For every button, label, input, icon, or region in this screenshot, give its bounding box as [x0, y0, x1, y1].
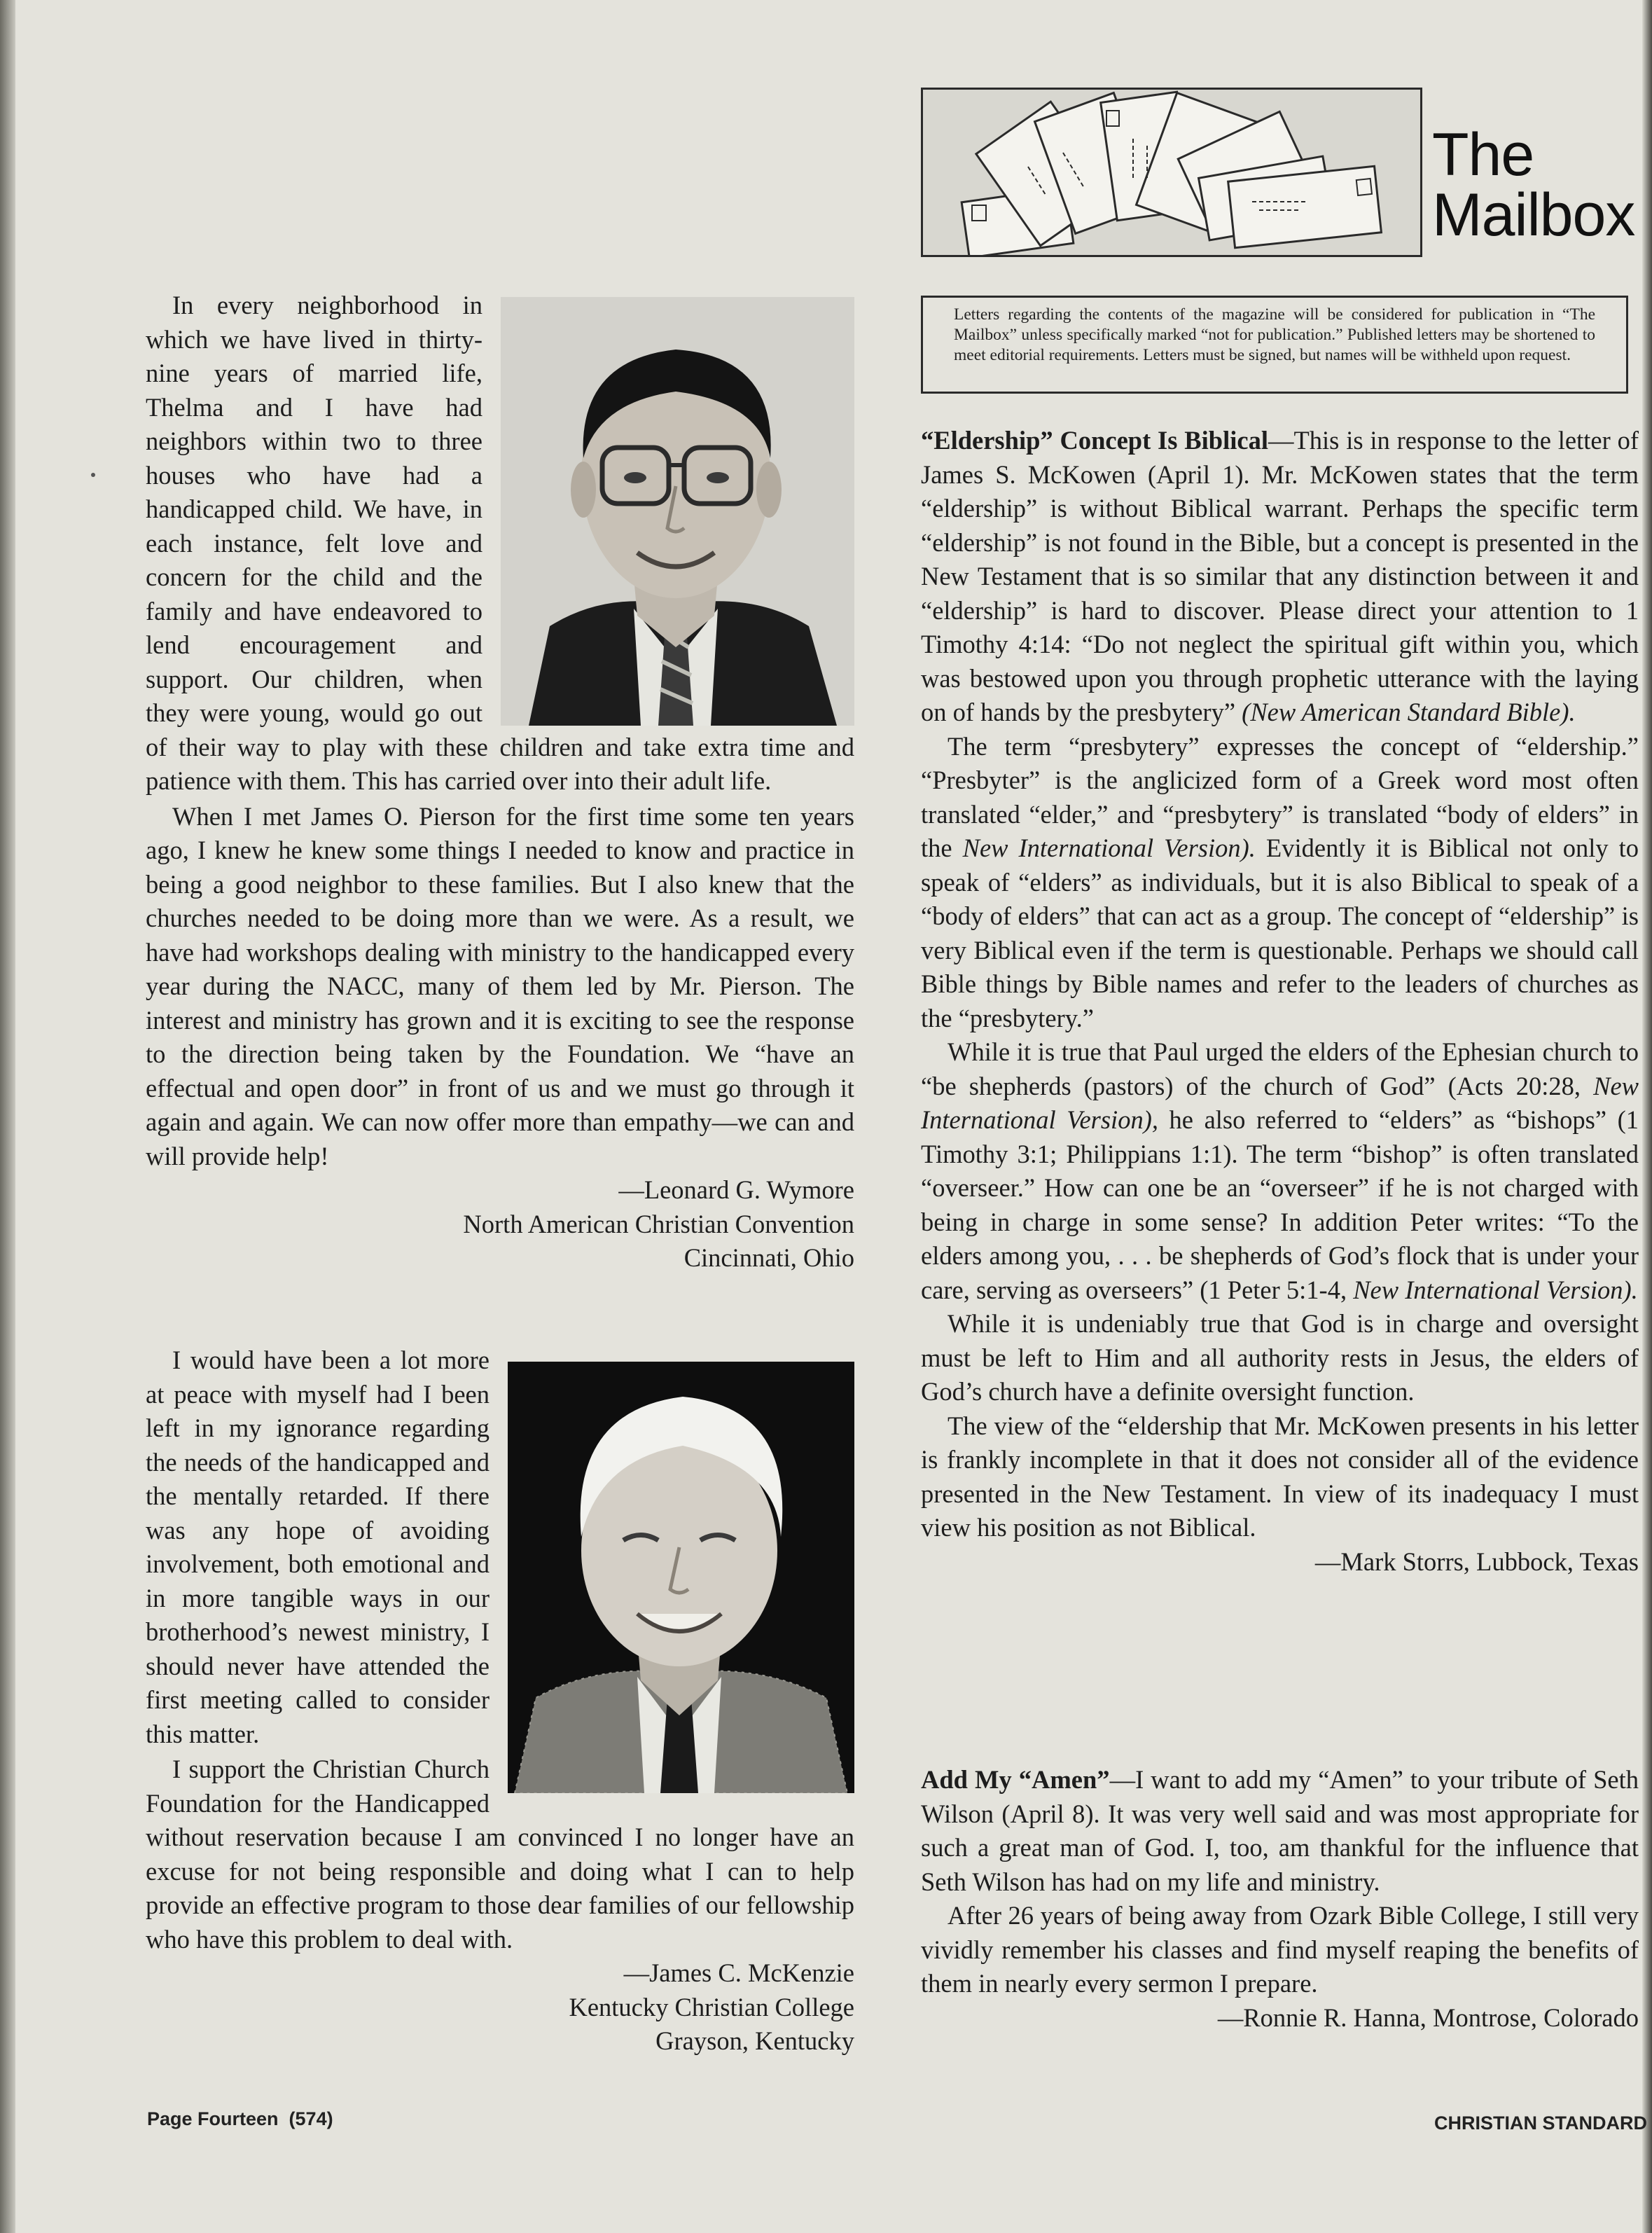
storrs-signature: —Mark Storrs, Lubbock, Texas: [1314, 1547, 1639, 1576]
eldership-paragraph-1: “Eldership” Concept Is Biblical—This is in response to the letter of James S. McKowen (April 1). Mr. McKowen states that the term “eldership” is without Biblical warrant. Perhaps the specific term “eldership” is not found in the Bible, but a concept is presented in the New Testament that is so similar that any distinction between it and “eldership” is hard to discover. Please direct your attention to 1 Timothy 4:14: “Do not neglect the spiritual gift within you, which was bestowed upon you through prophetic utterance with the laying on of hands by the presbytery” (New American Standard Bible).: [921, 426, 1639, 726]
amen-paragraph-1: Add My “Amen”—I want to add my “Amen” to your tribute of Seth Wilson (April 8). It was very well said and was most appropriate for such a great man of God. I, too, am thankful for the influence that Seth Wilson has had on my life and ministry.: [921, 1765, 1639, 1896]
amen-headline: Add My “Amen”: [921, 1765, 1110, 1794]
amen-paragraph-2: After 26 years of being away from Ozark Bible College, I still very vividly remember his classes and find myself reaping the benefits of them in nearly every sermon I prepare.: [921, 1901, 1639, 1998]
wymore-portrait-photo: [501, 297, 854, 726]
page-number-footer: Page Fourteen (574): [147, 2108, 333, 2129]
wymore-letter: [146, 289, 854, 1275]
page-edge-shadow: [1642, 0, 1652, 2233]
eldership-paragraph-4: While it is undeniably true that God is in charge and oversight must be left to Him and all authority rests in Jesus, the elders of God’s church have a definite oversight function.: [921, 1309, 1639, 1406]
wymore-paragraph-2: When I met James O. Pierson for the first time some ten years ago, I knew he knew some things I needed to know and practice in being a good neighbor to these families. But I also knew that the churches needed to be doing more than we were. As a result, we have had workshops dealing with ministry to the handicapped every year during the NACC, many of them led by Mr. Pierson. The interest and ministry has grown and it is exciting to see the response to the direction being taken by the Foundation. We “have an effectual and open door” in front of us and we must go through it again and again. We can now offer more than empathy—we can and will provide help!: [146, 801, 854, 1170]
mckenzie-letter: [146, 1343, 854, 2059]
wymore-signature-org: North American Christian Convention: [463, 1209, 854, 1238]
amen-letter: [921, 1763, 1639, 2035]
mckenzie-paragraph-2: I support the Christian Church Foundation for the Handicapped without reservation because I am convinced I no longer have an excuse for not being responsible and doing what I can to help provide an effective program to those dear families of our fellowship who have this problem to deal with.: [146, 1755, 854, 1954]
page-speck: [91, 473, 95, 477]
hanna-signature: —Ronnie R. Hanna, Montrose, Colorado: [1217, 2003, 1639, 2032]
eldership-headline: “Eldership” Concept Is Biblical: [921, 426, 1268, 455]
mailbox-title: [1432, 121, 1635, 249]
mckenzie-paragraph-1: I would have been a lot more at peace with myself had I been left in my ignorance regarding the needs of the handicapped and the mentally retarded. If there was any hope of avoiding involvement, both emotional and in more tangible ways in our brotherhood’s newest ministry, I should never have attended the first meeting called to consider this matter.: [146, 1346, 490, 1748]
eldership-paragraph-2: The term “presbytery” expresses the concept of “eldership.” “Presbyter” is the anglicized form of a Greek word most often translated “elder,” and “presbytery” is translated “body of elders” in the New International Version). Evidently it is Biblical not only to speak of “elders” as individuals, but it is also Biblical to speak of a “body of elders” that can act as a group. The concept of “eldership” is very Biblical even if the term is questionable. Perhaps we should call Bible things by Bible names and refer to the leaders of churches as the “presbytery.”: [921, 731, 1639, 1032]
magazine-name-footer: CHRISTIAN STANDARD: [1434, 2113, 1647, 2134]
wymore-signature-place: Cincinnati, Ohio: [683, 1243, 854, 1272]
eldership-letter: [921, 424, 1639, 1579]
mailbox-title-line-2: Mailbox: [1432, 181, 1635, 249]
mailbox-title-line-1: The: [1432, 121, 1534, 188]
mckenzie-portrait-photo: [508, 1362, 854, 1793]
wymore-paragraph-1: In every neighborhood in which we have lived in thirty-nine years of married life, Thelma and I have had neighbors within two to three houses who have had a handicapped child. We have, in each instance, felt love and concern for the child and the family and have endeavored to lend encouragement and support. Our children, when they were young, would go out of their way to play with these children and take extra time and patience with them. This has carried over into their adult life.: [146, 291, 854, 795]
wymore-signature-name: —Leonard G. Wymore: [618, 1175, 854, 1204]
mailbox-policy-notice: Letters regarding the contents of the magazine will be considered for publication in “The Mailbox” unless specifically marked “not for publication.” Published letters may be shortened to meet editorial requirements. Letters must be signed, but names will be withheld upon request.: [921, 296, 1628, 394]
mckenzie-signature-name: —James C. McKenzie: [623, 1958, 854, 1987]
eldership-paragraph-5: The view of the “eldership that Mr. McKowen presents in his letter is frankly incomplete in that it does not consider all of the evidence presented in the New Testament. In view of its inadequacy I must view his position as not Biblical.: [921, 1411, 1639, 1542]
mckenzie-signature-org: Kentucky Christian College: [569, 1992, 854, 2021]
mckenzie-signature-place: Grayson, Kentucky: [655, 2026, 854, 2055]
eldership-paragraph-3: While it is true that Paul urged the elders of the Ephesian church to “be shepherds (pastors) of the church of God” (Acts 20:28, New International Version), he also referred to “elders” as “bishops” (1 Timothy 3:1; Philippians 1:1). The term “bishop” is often translated “overseer.” How can one be an “overseer” if he is not charged with being in charge in some sense? In addition Peter writes: “To the elders among you, . . . be shepherds of God’s flock that is under your care, serving as overseers” (1 Peter 5:1-4, New International Version).: [921, 1037, 1639, 1304]
page-spine-shadow: [0, 0, 15, 2233]
mailbox-envelopes-illustration: [921, 88, 1422, 257]
